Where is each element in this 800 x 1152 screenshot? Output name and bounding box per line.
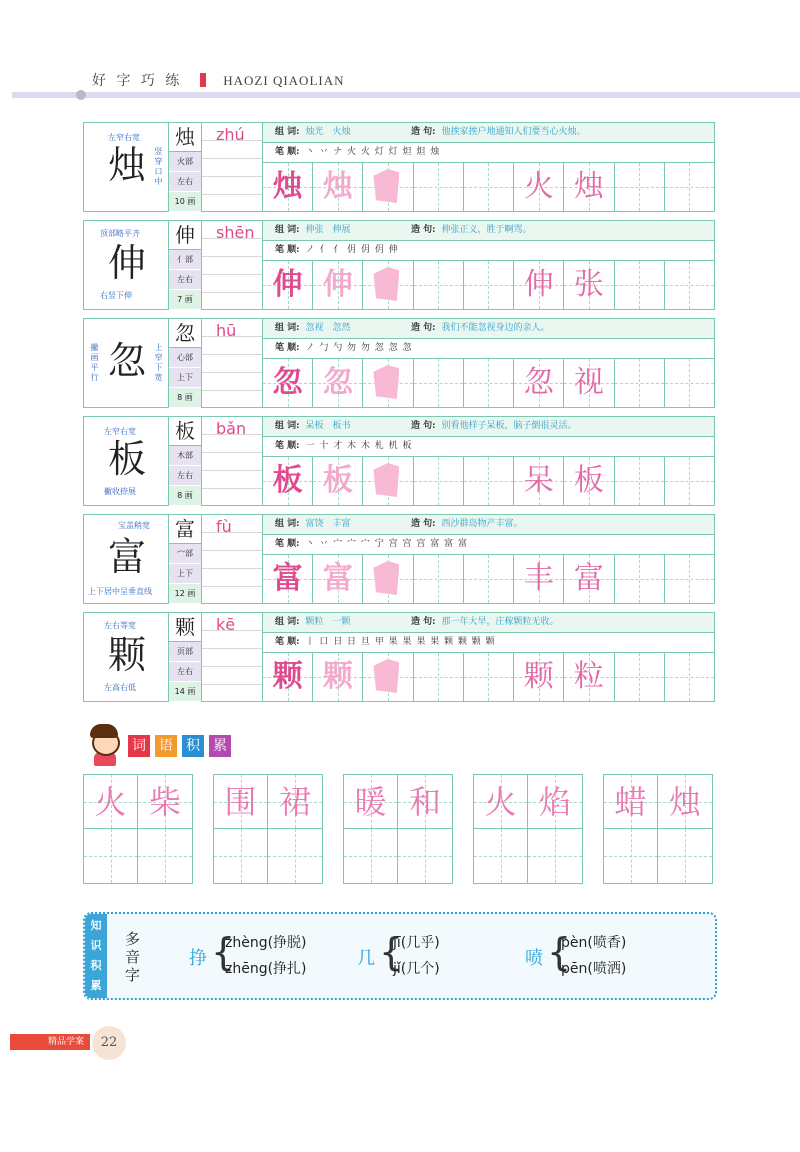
brace-icon: { xyxy=(379,930,404,974)
header-title: 好 字 巧 练 xyxy=(92,73,183,89)
stroke-hint-shape xyxy=(373,365,399,399)
character-card xyxy=(83,612,715,702)
radical: 宀部 xyxy=(169,544,201,564)
char-small: 忽 xyxy=(169,319,201,348)
tip-annotation: 竖穿口中 xyxy=(154,147,163,186)
practice-char: 忽 xyxy=(272,365,303,400)
character-card xyxy=(83,122,715,212)
practice-char: 烛 xyxy=(272,169,303,204)
practice-char: 颗 xyxy=(523,659,554,694)
practice-box[interactable] xyxy=(665,163,714,211)
stroke-order: 丶 丷 宀 宀 宀 宁 宫 宫 宫 富 富 富 xyxy=(305,539,468,549)
practice-box[interactable] xyxy=(313,457,363,505)
practice-char: 烛 xyxy=(573,169,604,204)
stroke-hint-shape xyxy=(373,169,399,203)
vocab-badge: 积 xyxy=(182,735,204,757)
practice-box[interactable] xyxy=(564,457,614,505)
vocab-badge: 累 xyxy=(209,735,231,757)
words-label: 组 词: xyxy=(275,617,300,627)
words-row xyxy=(263,515,714,535)
pinyin-box xyxy=(202,417,263,505)
practice-box[interactable] xyxy=(263,653,313,701)
character-card xyxy=(83,220,715,310)
words: 呆板 板书 xyxy=(305,421,351,431)
practice-box[interactable] xyxy=(313,555,363,603)
tip-annotation: 左窄右宽 xyxy=(108,133,140,142)
practice-char: 富 xyxy=(322,561,353,596)
words-label: 组 词: xyxy=(275,519,300,529)
character-card xyxy=(83,514,715,604)
tip-annotation: 上下居中呈垂直线 xyxy=(88,587,152,596)
stroke-order-label: 笔 顺: xyxy=(275,441,300,451)
sentence: 西沙群岛物产丰富。 xyxy=(441,519,523,529)
sentence: 他挨家挨户地通知人们要当心火烛。 xyxy=(441,127,586,137)
vocab-badge: 语 xyxy=(155,735,177,757)
pinyin: hū xyxy=(216,321,237,340)
card-rows xyxy=(263,613,714,701)
stroke-order-row xyxy=(263,339,714,359)
vocab-char: 和 xyxy=(408,783,441,821)
pinyin: fù xyxy=(216,517,232,536)
vocab-char: 烛 xyxy=(668,783,701,821)
radical: 心部 xyxy=(169,348,201,368)
stroke-count: 14 画 xyxy=(169,682,201,702)
sentence-label: 造 句: xyxy=(411,421,436,431)
practice-box[interactable] xyxy=(564,653,614,701)
sentence-label: 造 句: xyxy=(411,225,436,235)
sentence: 别看他样子呆板，脑子倒很灵活。 xyxy=(441,421,577,431)
practice-box[interactable] xyxy=(514,261,564,309)
stroke-order-row xyxy=(263,241,714,261)
practice-box[interactable] xyxy=(414,163,464,211)
char-small: 伸 xyxy=(169,221,201,250)
practice-char: 颗 xyxy=(322,659,353,694)
practice-grid xyxy=(263,261,714,309)
knowledge-box xyxy=(83,912,717,1000)
stroke-order-label: 笔 顺: xyxy=(275,147,300,157)
model-char-box xyxy=(84,319,169,407)
stroke-hint-shape xyxy=(373,267,399,301)
stroke-count: 8 画 xyxy=(169,486,201,506)
practice-box[interactable] xyxy=(363,457,413,505)
model-char: 颗 xyxy=(107,633,146,677)
practice-box[interactable] xyxy=(514,555,564,603)
tip-annotation: 左高右低 xyxy=(104,683,136,692)
pinyin: kē xyxy=(216,615,236,634)
practice-char: 富 xyxy=(272,561,303,596)
char-small: 板 xyxy=(169,417,201,446)
practice-box[interactable] xyxy=(363,555,413,603)
pinyin-box xyxy=(202,319,263,407)
page-number: 22 xyxy=(92,1026,126,1060)
vocab-word-grid xyxy=(343,774,453,884)
model-char-box xyxy=(84,123,169,211)
card-rows xyxy=(263,417,714,505)
practice-char: 板 xyxy=(322,463,353,498)
tip-annotation: 顶部略平齐 xyxy=(100,229,140,238)
stroke-hint-shape xyxy=(373,463,399,497)
pinyin: bǎn xyxy=(216,419,247,438)
practice-box[interactable] xyxy=(615,653,665,701)
practice-box[interactable] xyxy=(464,163,514,211)
practice-box[interactable] xyxy=(665,261,714,309)
card-rows xyxy=(263,515,714,603)
header-rule xyxy=(12,92,800,98)
practice-box[interactable] xyxy=(363,359,413,407)
vocab-char: 围 xyxy=(224,783,257,821)
pinyin: zhú xyxy=(216,125,245,144)
sentence-label: 造 句: xyxy=(411,617,436,627)
vocab-char: 火 xyxy=(94,783,127,821)
practice-box[interactable] xyxy=(263,163,313,211)
practice-box[interactable] xyxy=(615,261,665,309)
tip-annotation: 左右等宽 xyxy=(104,621,136,630)
character-card xyxy=(83,318,715,408)
polyphone-char: 挣 xyxy=(189,948,207,969)
radical: 火部 xyxy=(169,152,201,172)
practice-char: 忽 xyxy=(523,365,554,400)
model-char-box xyxy=(84,515,169,603)
vocab-word-grid xyxy=(473,774,583,884)
practice-box[interactable] xyxy=(263,555,313,603)
stroke-count: 7 画 xyxy=(169,290,201,310)
practice-box[interactable] xyxy=(313,653,363,701)
stroke-order: ノ 亻 亻 仴 仴 仴 伸 xyxy=(305,245,399,255)
practice-box[interactable] xyxy=(514,163,564,211)
practice-box[interactable] xyxy=(363,261,413,309)
char-small: 富 xyxy=(169,515,201,544)
model-char: 富 xyxy=(107,535,146,579)
reading-2: pēn(喷洒) xyxy=(561,961,627,977)
practice-char: 板 xyxy=(573,463,604,498)
vocab-word-grid xyxy=(83,774,193,884)
practice-box[interactable] xyxy=(263,457,313,505)
practice-char: 板 xyxy=(272,463,303,498)
vocab-char: 火 xyxy=(484,783,517,821)
words: 富饶 丰富 xyxy=(305,519,351,529)
vocab-char: 裙 xyxy=(278,783,311,821)
practice-box[interactable] xyxy=(363,163,413,211)
pinyin-box xyxy=(202,221,263,309)
char-info xyxy=(169,613,202,701)
pinyin-box xyxy=(202,515,263,603)
footer-tag: 精品学案 xyxy=(10,1034,90,1050)
sentence: 伸张正义，胜于啊骂。 xyxy=(441,225,532,235)
model-char: 伸 xyxy=(107,241,146,285)
vocab-char: 暖 xyxy=(354,783,387,821)
practice-box[interactable] xyxy=(514,457,564,505)
practice-box[interactable] xyxy=(615,163,665,211)
practice-box[interactable] xyxy=(564,555,614,603)
practice-char: 张 xyxy=(573,267,604,302)
words: 伸张 伸展 xyxy=(305,225,351,235)
practice-grid xyxy=(263,163,714,211)
sentence-label: 造 句: xyxy=(411,519,436,529)
structure: 左右 xyxy=(169,662,201,682)
card-rows xyxy=(263,221,714,309)
polyphone-char: 几 xyxy=(357,948,375,969)
stroke-count: 8 画 xyxy=(169,388,201,408)
words-row xyxy=(263,221,714,241)
vocab-char: 柴 xyxy=(148,783,181,821)
practice-box[interactable] xyxy=(313,163,363,211)
structure: 上下 xyxy=(169,564,201,584)
char-small: 烛 xyxy=(169,123,201,152)
char-info xyxy=(169,515,202,603)
practice-box[interactable] xyxy=(564,163,614,211)
practice-char: 火 xyxy=(523,169,554,204)
practice-box[interactable] xyxy=(464,457,514,505)
practice-box[interactable] xyxy=(464,359,514,407)
practice-box[interactable] xyxy=(615,457,665,505)
practice-box[interactable] xyxy=(564,359,614,407)
words: 颗粒 一颗 xyxy=(305,617,351,627)
practice-box[interactable] xyxy=(263,261,313,309)
char-small: 颗 xyxy=(169,613,201,642)
structure: 左右 xyxy=(169,270,201,290)
practice-char: 伸 xyxy=(523,267,554,302)
practice-box[interactable] xyxy=(564,261,614,309)
knowledge-side-label: 知 识 积 累 xyxy=(85,914,107,998)
model-char-box xyxy=(84,613,169,701)
practice-char: 颗 xyxy=(272,659,303,694)
pinyin: shēn xyxy=(216,223,255,242)
practice-grid xyxy=(263,457,714,505)
brace-icon: { xyxy=(211,930,236,974)
stroke-order: 一 十 才 木 木 札 机 板 xyxy=(305,441,413,451)
stroke-hint-shape xyxy=(373,561,399,595)
stroke-order-row xyxy=(263,633,714,653)
practice-box[interactable] xyxy=(665,555,714,603)
polyphone-char: 喷 xyxy=(525,948,543,969)
practice-box[interactable] xyxy=(263,359,313,407)
practice-box[interactable] xyxy=(313,261,363,309)
practice-box[interactable] xyxy=(414,457,464,505)
character-card xyxy=(83,416,715,506)
practice-box[interactable] xyxy=(414,555,464,603)
card-rows xyxy=(263,123,714,211)
tip-annotation: 右竖下伸 xyxy=(100,291,132,300)
model-char: 忽 xyxy=(107,339,146,383)
words: 烛光 火烛 xyxy=(305,127,351,137)
sentence: 我们不能忽视身边的亲人。 xyxy=(441,323,550,333)
stroke-order-label: 笔 顺: xyxy=(275,539,300,549)
practice-char: 富 xyxy=(573,561,604,596)
practice-box[interactable] xyxy=(665,653,714,701)
card-rows xyxy=(263,319,714,407)
practice-box[interactable] xyxy=(363,653,413,701)
sentence-label: 造 句: xyxy=(411,323,436,333)
tip-annotation: 左窄右宽 xyxy=(104,427,136,436)
stroke-order-label: 笔 顺: xyxy=(275,637,300,647)
vocab-char: 蜡 xyxy=(614,783,647,821)
page-header xyxy=(92,70,345,90)
knowledge-title: 多音字 xyxy=(125,930,141,984)
stroke-order: 丨 口 日 日 旦 甲 果 果 果 果 颗 颗 颗 颗 xyxy=(305,637,496,647)
practice-char: 视 xyxy=(573,365,604,400)
sentence-label: 造 句: xyxy=(411,127,436,137)
reading-2: jǐ(几个) xyxy=(393,961,440,977)
practice-char: 伸 xyxy=(322,267,353,302)
tip-annotation: 上窄下宽 xyxy=(154,343,163,382)
stroke-order: 丶 丷 ナ 火 火 灯 灯 炟 炟 烛 xyxy=(305,147,441,157)
practice-char: 粒 xyxy=(573,659,604,694)
stroke-count: 12 画 xyxy=(169,584,201,604)
words-row xyxy=(263,417,714,437)
reading-1: jī(几乎) xyxy=(393,935,440,951)
char-info xyxy=(169,417,202,505)
words-row xyxy=(263,123,714,143)
tip-annotation: 宝盖稍宽 xyxy=(118,521,150,530)
structure: 左右 xyxy=(169,172,201,192)
girl-mascot-icon xyxy=(84,722,124,768)
model-char-box xyxy=(84,221,169,309)
practice-char: 烛 xyxy=(322,169,353,204)
practice-box[interactable] xyxy=(665,457,714,505)
char-info xyxy=(169,221,202,309)
model-char-box xyxy=(84,417,169,505)
char-info xyxy=(169,319,202,407)
practice-box[interactable] xyxy=(615,359,665,407)
practice-box[interactable] xyxy=(414,261,464,309)
practice-box[interactable] xyxy=(615,555,665,603)
practice-box[interactable] xyxy=(464,261,514,309)
words-label: 组 词: xyxy=(275,421,300,431)
vocab-word-grid xyxy=(213,774,323,884)
stroke-order-label: 笔 顺: xyxy=(275,245,300,255)
vocab-word-grid xyxy=(603,774,713,884)
words-row xyxy=(263,319,714,339)
structure: 上下 xyxy=(169,368,201,388)
tip-annotation: 撇收捺展 xyxy=(104,487,136,496)
radical: 页部 xyxy=(169,642,201,662)
pinyin-box xyxy=(202,123,263,211)
practice-box[interactable] xyxy=(514,359,564,407)
practice-box[interactable] xyxy=(414,653,464,701)
tip-annotation: 撇画平行 xyxy=(90,343,99,382)
header-dot xyxy=(76,90,86,100)
stroke-order-label: 笔 顺: xyxy=(275,343,300,353)
practice-grid xyxy=(263,653,714,701)
stroke-order-row xyxy=(263,535,714,555)
model-char: 板 xyxy=(107,437,146,481)
practice-box[interactable] xyxy=(665,359,714,407)
stroke-order: ノ 勹 勺 勿 勿 忽 忽 忽 xyxy=(305,343,413,353)
char-info xyxy=(169,123,202,211)
words-label: 组 词: xyxy=(275,127,300,137)
practice-box[interactable] xyxy=(313,359,363,407)
practice-box[interactable] xyxy=(514,653,564,701)
stroke-count: 10 画 xyxy=(169,192,201,212)
words: 忽视 忽然 xyxy=(305,323,351,333)
stroke-order-row xyxy=(263,437,714,457)
practice-box[interactable] xyxy=(464,653,514,701)
practice-char: 呆 xyxy=(523,463,554,498)
reading-1: pèn(喷香) xyxy=(561,935,627,951)
practice-grid xyxy=(263,359,714,407)
stroke-hint-shape xyxy=(373,659,399,693)
reading-1: zhèng(挣脱) xyxy=(225,935,307,951)
radical: 亻部 xyxy=(169,250,201,270)
vocab-char: 焰 xyxy=(538,783,571,821)
practice-char: 忽 xyxy=(322,365,353,400)
structure: 左右 xyxy=(169,466,201,486)
words-label: 组 词: xyxy=(275,225,300,235)
header-title-en: HAOZI QIAOLIAN xyxy=(223,73,345,88)
practice-box[interactable] xyxy=(464,555,514,603)
radical: 木部 xyxy=(169,446,201,466)
words-row xyxy=(263,613,714,633)
pinyin-box xyxy=(202,613,263,701)
model-char: 烛 xyxy=(107,143,146,187)
practice-char: 伸 xyxy=(272,267,303,302)
practice-char: 丰 xyxy=(523,561,554,596)
brace-icon: { xyxy=(547,930,572,974)
stroke-order-row xyxy=(263,143,714,163)
practice-box[interactable] xyxy=(414,359,464,407)
header-divider xyxy=(200,73,206,87)
vocab-badge: 词 xyxy=(128,735,150,757)
reading-2: zhēng(挣扎) xyxy=(225,961,307,977)
words-label: 组 词: xyxy=(275,323,300,333)
sentence: 那一年大旱，庄稼颗粒无收。 xyxy=(441,617,559,627)
practice-grid xyxy=(263,555,714,603)
